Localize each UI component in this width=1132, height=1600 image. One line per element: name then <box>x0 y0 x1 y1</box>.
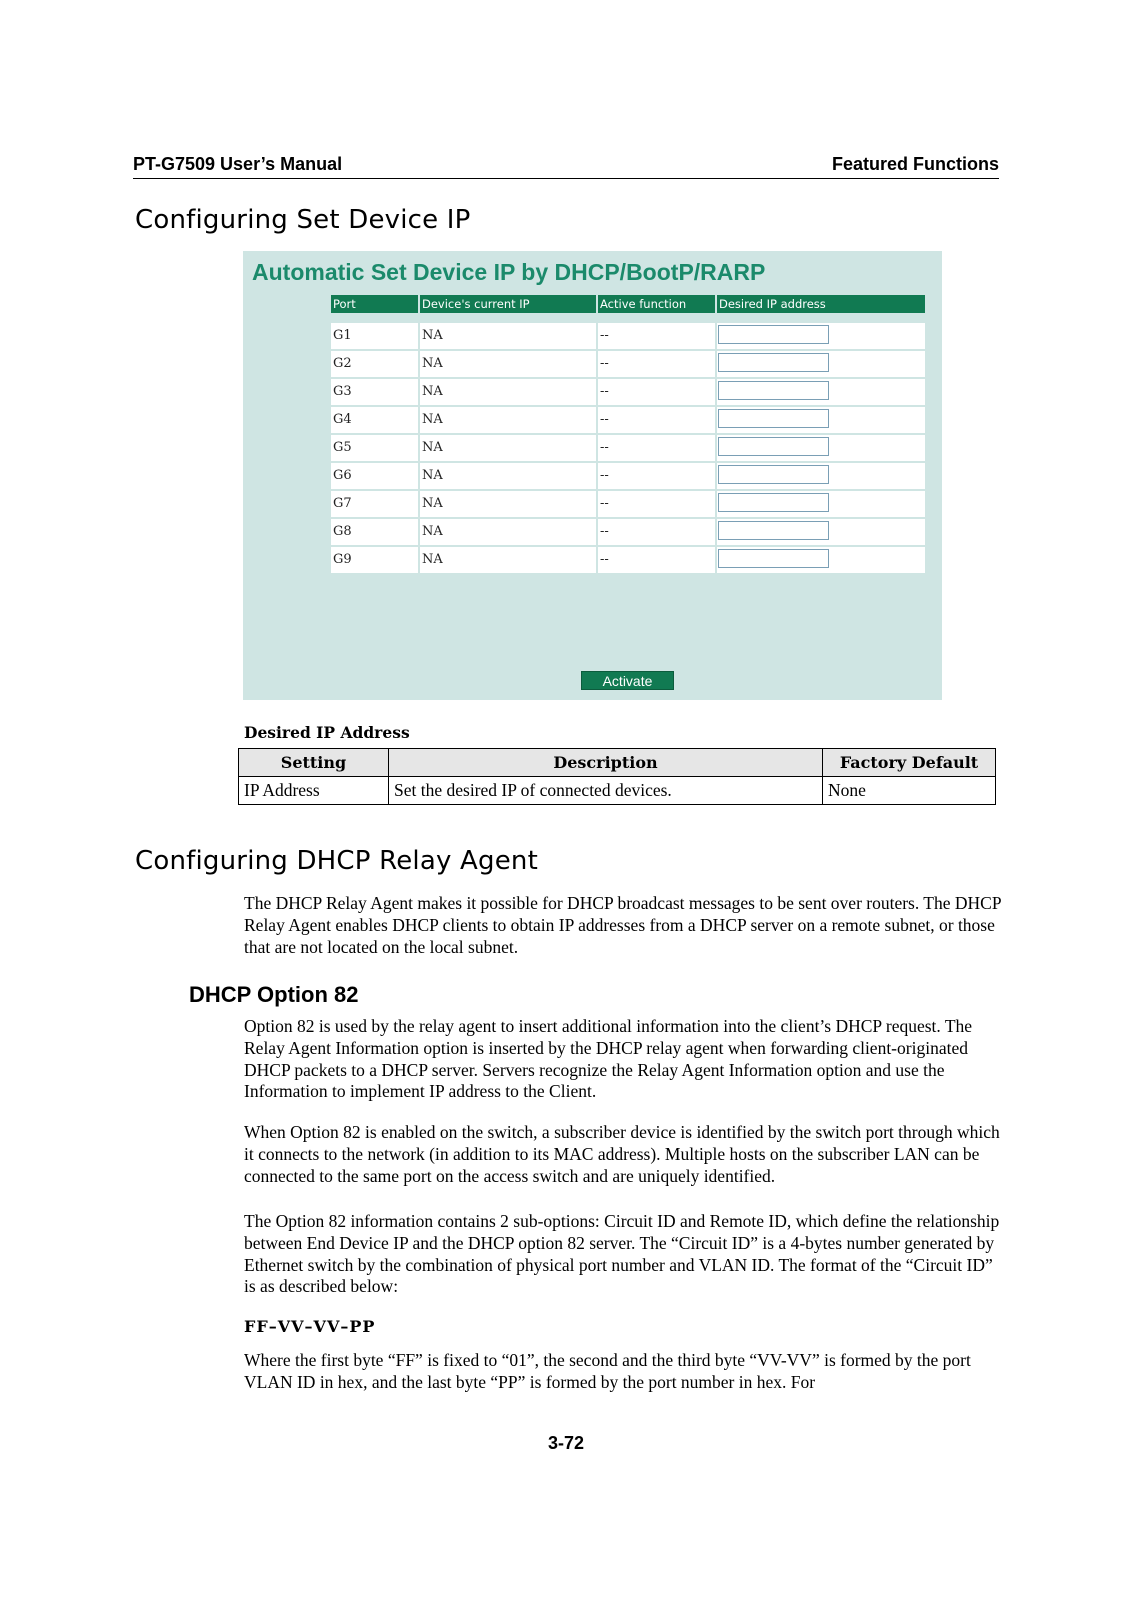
relay-intro-paragraph: The DHCP Relay Agent makes it possible for DHCP broadcast messages to be sent over routers. The DHCP Relay Agent enables DHCP clients to obtain IP addresses from a DHCP server on a remote subnet, or those that are not located on the local subnet. <box>244 893 1001 957</box>
default-cell: None <box>823 777 996 805</box>
desired-ip-cell <box>717 491 925 517</box>
port-ip-table-header <box>331 295 925 313</box>
active-function-cell: -- <box>598 407 717 433</box>
port-row <box>331 547 925 573</box>
active-function-cell: -- <box>598 323 717 349</box>
desired-ip-cell <box>717 435 925 461</box>
subsection-title-option-82: DHCP Option 82 <box>189 982 359 1007</box>
desired-ip-input[interactable] <box>718 465 829 484</box>
desired-ip-cell <box>717 379 925 405</box>
current-ip-cell: NA <box>420 323 598 349</box>
settings-table-header <box>239 749 996 777</box>
col-active-function: Active function <box>598 295 717 313</box>
col-port: Port <box>331 295 420 313</box>
port-cell: G1 <box>331 323 420 349</box>
table-caption: Desired IP Address <box>244 723 410 742</box>
page-number: 3-72 <box>547 1433 585 1453</box>
active-function-cell: -- <box>598 379 717 405</box>
desired-ip-input[interactable] <box>718 381 829 400</box>
port-cell: G9 <box>331 547 420 573</box>
port-cell: G2 <box>331 351 420 377</box>
current-ip-cell: NA <box>420 379 598 405</box>
current-ip-cell: NA <box>420 491 598 517</box>
active-function-cell: -- <box>598 519 717 545</box>
current-ip-cell: NA <box>420 351 598 377</box>
desired-ip-input[interactable] <box>718 493 829 512</box>
current-ip-cell: NA <box>420 435 598 461</box>
set-device-ip-screenshot <box>243 251 942 700</box>
current-ip-cell: NA <box>420 519 598 545</box>
port-row <box>331 323 925 349</box>
port-row <box>331 491 925 517</box>
option82-paragraph-4: Where the first byte “FF” is fixed to “01”, the second and the third byte “VV-VV” is formed by the port VLAN ID in hex, and the last byte “PP” is formed by the port number in hex. For <box>244 1350 971 1392</box>
header-factory-default: Factory Default <box>823 749 996 777</box>
section-title-set-device-ip: Configuring Set Device IP <box>135 205 471 235</box>
desired-ip-input[interactable] <box>718 325 829 344</box>
port-cell: G8 <box>331 519 420 545</box>
port-row <box>331 351 925 377</box>
chapter-title: Featured Functions <box>831 154 999 174</box>
col-current-ip: Device's current IP <box>420 295 598 313</box>
option82-paragraph-3: The Option 82 information contains 2 sub-options: Circuit ID and Remote ID, which define the relationship between End Device IP and the DHCP option 82 server. The “Circuit ID” is a 4-bytes number generated by Ethernet switch by the combination of physical port number and VLAN ID. The format of the “Circuit ID” is as described below: <box>244 1211 1000 1297</box>
manual-title: PT-G7509 User’s Manual <box>133 154 343 174</box>
current-ip-cell: NA <box>420 547 598 573</box>
port-row <box>331 379 925 405</box>
port-row <box>331 463 925 489</box>
header-description: Description <box>389 749 823 777</box>
port-cell: G6 <box>331 463 420 489</box>
desired-ip-input[interactable] <box>718 549 829 568</box>
port-cell: G7 <box>331 491 420 517</box>
page-header <box>133 152 999 179</box>
desired-ip-cell <box>717 463 925 489</box>
desired-ip-input[interactable] <box>718 353 829 372</box>
desired-ip-input[interactable] <box>718 409 829 428</box>
col-desired-ip: Desired IP address <box>719 297 826 311</box>
section-title-dhcp-relay: Configuring DHCP Relay Agent <box>135 846 538 876</box>
desired-ip-cell <box>717 547 925 573</box>
desired-ip-cell <box>717 323 925 349</box>
port-cell: G4 <box>331 407 420 433</box>
setting-cell: IP Address <box>239 777 389 805</box>
port-row <box>331 519 925 545</box>
desired-ip-input[interactable] <box>718 521 829 540</box>
circuit-id-format: FF–VV–VV–PP <box>244 1317 376 1336</box>
panel-title: Automatic Set Device IP by DHCP/BootP/RARP <box>252 259 766 285</box>
settings-table <box>238 748 996 805</box>
option82-paragraph-1: Option 82 is used by the relay agent to insert additional information into the client’s DHCP request. The Relay Agent Information option is inserted by the DHCP relay agent when forwarding client-originated DHCP packets to a DHCP server. Servers recognize the Relay Agent Information option and use the Information to implement IP address to the Client. <box>244 1016 973 1102</box>
port-cell: G3 <box>331 379 420 405</box>
desired-ip-cell <box>717 519 925 545</box>
desired-ip-cell <box>717 351 925 377</box>
port-ip-table <box>331 295 925 573</box>
port-cell: G5 <box>331 435 420 461</box>
current-ip-cell: NA <box>420 407 598 433</box>
current-ip-cell: NA <box>420 463 598 489</box>
option82-paragraph-2: When Option 82 is enabled on the switch, a subscriber device is identified by the switch port through which it connects to the network (in addition to its MAC address). Multiple hosts on the subscriber LAN can be connected to the same port on the access switch and are uniquely identified. <box>244 1122 1000 1186</box>
description-cell: Set the desired IP of connected devices. <box>389 777 823 805</box>
desired-ip-cell <box>717 407 925 433</box>
header-setting: Setting <box>239 749 389 777</box>
activate-button[interactable]: Activate <box>581 671 674 690</box>
port-row <box>331 407 925 433</box>
active-function-cell: -- <box>598 491 717 517</box>
active-function-cell: -- <box>598 435 717 461</box>
desired-ip-input[interactable] <box>718 437 829 456</box>
active-function-cell: -- <box>598 351 717 377</box>
active-function-cell: -- <box>598 463 717 489</box>
active-function-cell: -- <box>598 547 717 573</box>
table-row <box>239 777 996 805</box>
port-row <box>331 435 925 461</box>
